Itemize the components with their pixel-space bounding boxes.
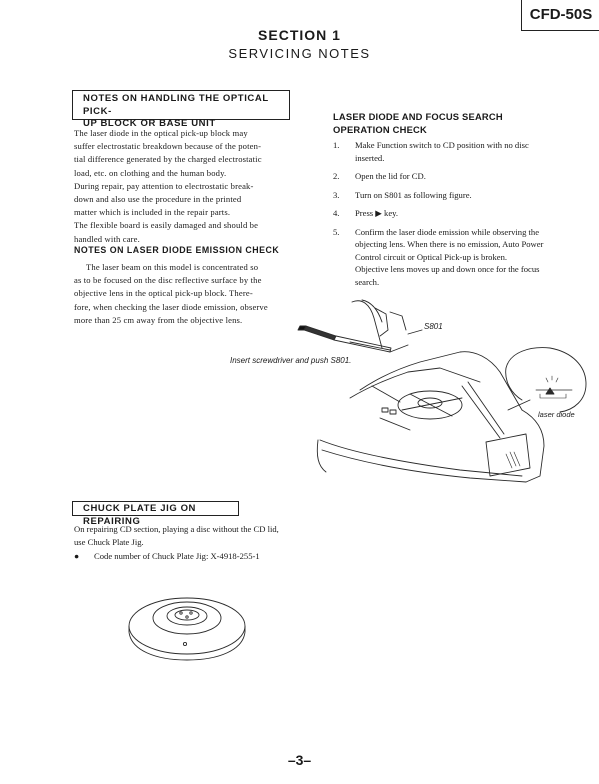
body-line: fore, when checking the laser diode emission, observe: [74, 301, 268, 312]
section-subtitle: SERVICING NOTES: [228, 46, 371, 61]
step-item: [333, 170, 555, 183]
body-line: During repair, pay attention to electrostatic break-: [74, 180, 254, 191]
step-item: [333, 189, 555, 202]
step-text: Make Function switch to CD position with no disc inserted.: [355, 140, 529, 163]
focus-check-heading: [333, 110, 573, 136]
section-title: SECTION 1: [258, 27, 341, 43]
step-item: [333, 139, 555, 164]
heading-line: LASER DIODE AND FOCUS SEARCH: [333, 111, 503, 122]
steps-list: [333, 139, 555, 294]
optical-pickup-heading: [72, 90, 290, 129]
body-line: more than 25 cm away from the objective lens.: [74, 314, 243, 325]
laser-check-heading: NOTES ON LASER DIODE EMISSION CHECK: [74, 245, 280, 255]
chuck-plate-jig-figure: [125, 588, 255, 668]
body-line: down and also use the procedure in the printed: [74, 194, 242, 205]
chuck-code-bullet: [74, 550, 314, 563]
step-number: 1.: [333, 140, 340, 150]
bullet-icon: ●: [74, 551, 80, 561]
body-line: load, etc. on clothing and the human body.: [74, 167, 227, 178]
step-text: Press ▶ key.: [355, 208, 399, 218]
heading-line: OPERATION CHECK: [333, 124, 427, 135]
chuck-code-text: Code number of Chuck Plate Jig: X-4918-255-1: [94, 551, 260, 561]
body-line: use Chuck Plate Jig.: [74, 536, 144, 547]
body-line: suffer electrostatic breakdown because of the poten-: [74, 141, 262, 152]
body-line: handled with care.: [74, 233, 140, 244]
body-line: tial difference generated by the charged electrostatic: [74, 154, 262, 165]
step-item: [333, 226, 555, 289]
laser-check-body: [74, 261, 290, 327]
body-line: The laser diode in the optical pick-up block may: [74, 128, 248, 138]
laser-diode-label: laser diode: [538, 410, 575, 419]
model-tab: CFD-50S: [521, 0, 599, 31]
step-number: 3.: [333, 189, 340, 200]
step-text: Turn on S801 as following figure.: [355, 189, 472, 200]
body-line: as to be focused on the disc reflective surface by the: [74, 275, 262, 286]
step-number: 2.: [333, 171, 340, 181]
cd-player-figure: [290, 290, 595, 490]
page-number: –3–: [287, 752, 312, 768]
chuck-plate-heading: CHUCK PLATE JIG ON REPAIRING: [72, 501, 239, 516]
heading-line: UP BLOCK OR BASE UNIT: [83, 118, 216, 129]
step-item: [333, 207, 555, 220]
screwdriver-icon: [298, 326, 408, 352]
step-number: 5.: [333, 226, 340, 237]
chuck-body: [74, 523, 304, 548]
figure-caption: Insert screwdriver and push S801.: [230, 356, 352, 365]
body-line: matter which is included in the repair parts.: [74, 207, 231, 218]
body-line: On repairing CD section, playing a disc without the CD lid,: [74, 524, 279, 534]
step-number: 4.: [333, 208, 340, 218]
heading-line: NOTES ON HANDLING THE OPTICAL PICK-: [83, 93, 269, 117]
s801-label: S801: [424, 322, 443, 331]
body-line: objective lens in the optical pick-up block. There-: [74, 288, 253, 299]
optical-body: [74, 127, 290, 246]
body-line: The flexible board is easily damaged and should be: [74, 220, 259, 231]
body-line: The laser beam on this model is concentrated so: [86, 262, 259, 272]
step-text: Confirm the laser diode emission while observing the objecting lens. When there is no emission, Auto Power Control circuit or Optical Pick-up is broken. Objective lens moves up and down once for the focus search.: [355, 226, 544, 287]
step-text: Open the lid for CD.: [355, 171, 426, 181]
